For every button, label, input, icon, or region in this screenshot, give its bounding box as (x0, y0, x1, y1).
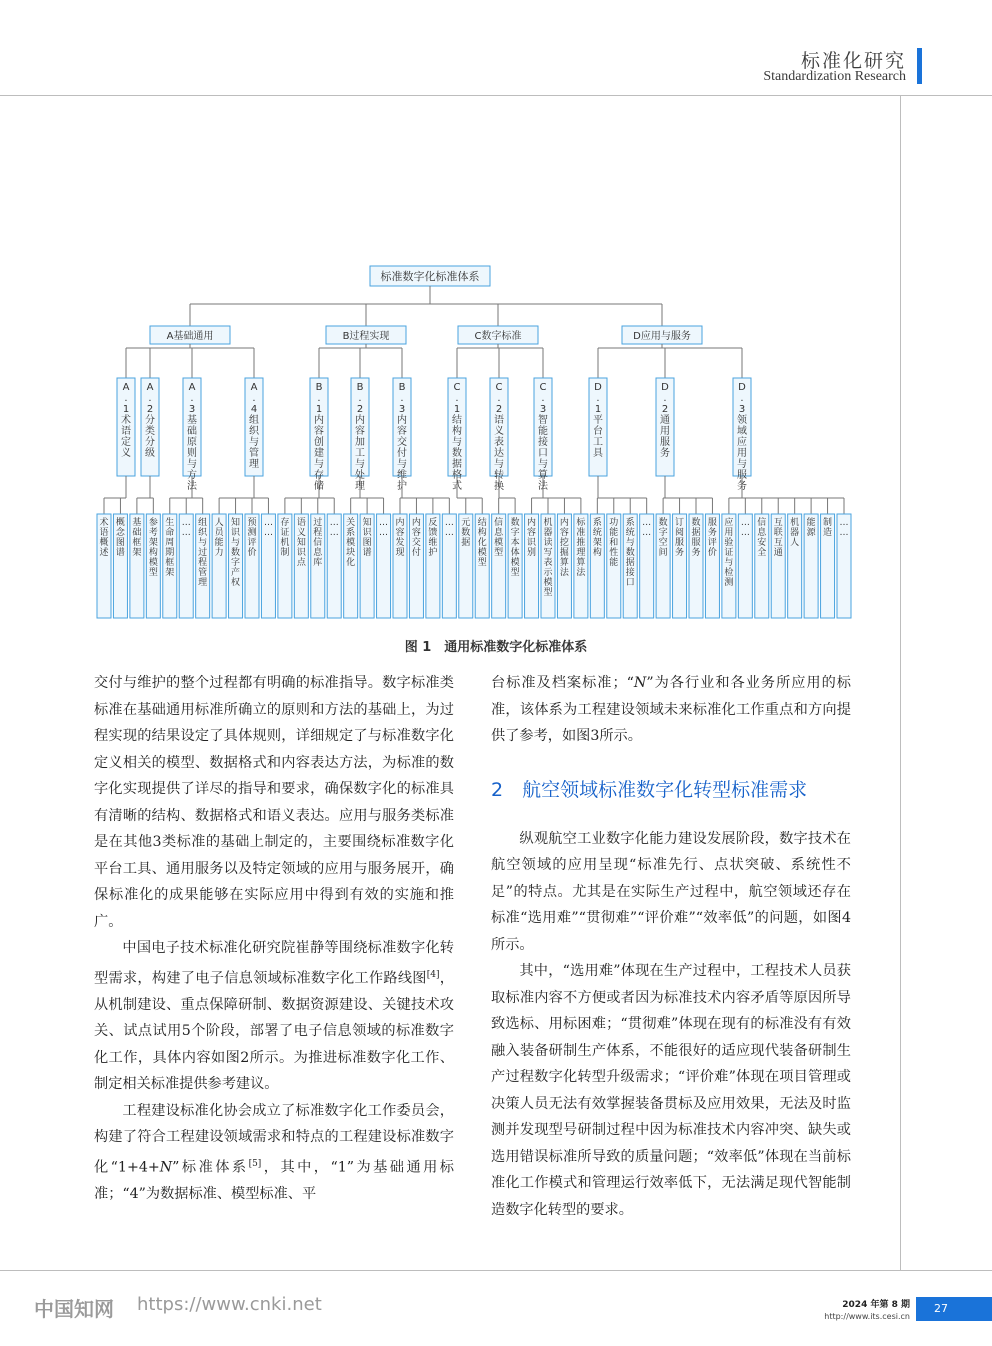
leaf-label: 机器读写表示模型 (543, 518, 553, 598)
left-column (94, 670, 454, 1207)
leaf-label: 存证机制 (280, 518, 290, 558)
sub-label: A . 3 基础原则与方法 (187, 382, 197, 492)
leaf-label: 标准推理算法 (576, 518, 586, 578)
header-rule (0, 95, 992, 96)
leaf-label: … … (379, 518, 389, 538)
sub-label: A . 4 组织与管理 (249, 382, 259, 470)
leaf-label: 生命周期框架 (165, 518, 175, 578)
leaf-label: 功能和性能 (609, 518, 619, 568)
sub-label: D . 3 领域应用与服务 (737, 382, 747, 492)
leaf-label: 语义知识点 (296, 518, 306, 568)
sub-label: D . 1 平台工具 (593, 382, 603, 459)
leaf-label: 组织与过程管理 (198, 518, 208, 588)
leaf-label: … … (444, 518, 454, 538)
section-title: 2 航空领域标准数字化转型标准需求 (491, 778, 808, 801)
sub-label: B . 2 内容加工与处理 (355, 382, 365, 492)
journal-title-en: Standardization Research (763, 69, 906, 84)
paragraph: 纵观航空工业数字化能力建设发展阶段，数字技术在航空领域的应用呈现“标准先行、点状突破、系统性不足”的特点。尤其是在实际生产过程中，航空领域还存在标准“选用难”“贯彻难”“评价难”“效率低”的问题，如图4所示。 (491, 830, 851, 953)
leaf-label: 预测评价 (247, 518, 257, 558)
leaf-label: 参考架构模型 (148, 518, 158, 578)
group-label: C数字标准 (474, 331, 522, 342)
sub-label: B . 3 内容交付与维护 (397, 382, 407, 492)
leaf-label: 内容发现 (395, 518, 405, 558)
sub-label: C . 3 智能接口与算法 (538, 382, 548, 492)
leaf-label: 关系模块化 (346, 518, 356, 568)
leaf-label: 数据服务 (691, 518, 701, 558)
leaf-label: … … (263, 518, 273, 538)
leaf-label: 能源 (806, 518, 816, 538)
citation: [4] (426, 969, 440, 980)
leaf-label: 订阅服务 (675, 518, 685, 558)
root-label: 标准数字化标准体系 (380, 270, 480, 283)
paragraph: 交付与维护的整个过程都有明确的标准指导。数字标准类标准在基础通用标准所确立的原则和方法的基础上，为过程实现的结果设定了具体规则，详细规定了与标准数字化定义相关的模型、数据格式和内容表达方法，为标准的数字化实现提供了详尽的指导和要求，确保数字化的标准具有清晰的结构、数据格式和语义表达。应用与服务类标准是在其他3类标准的基础上制定的，主要围绕标准数字化平台工具、通用服务以及特定领域的应用与服务展开，确保标准化的成果能够在实际应用中得到有效的实施和推广。 (94, 675, 454, 930)
leaf-label: 过程信息库 (313, 518, 323, 568)
sub-label: A . 1 术语定义 (121, 382, 131, 459)
group-label: B过程实现 (342, 331, 390, 342)
leaf-label: 信息模型 (494, 518, 504, 558)
leaf-label: 机器人 (790, 518, 800, 548)
group-label: A基础通用 (166, 331, 214, 342)
citation: [5] (248, 1158, 262, 1169)
paragraph: 其中，“选用难”体现在生产过程中，工程技术人员获取标准内容不方便或者因为标准技术内容矛盾等原因所导致选标、用标困难；“贯彻难”体现在现有的标准没有有效融入装备研制生产体系，不能很好的适应现代装备研制生产过程数字化转型升级需求；“评价难”体现在项目管理或决策人员无法有效掌握装备贯标及应用效果，无法及时监测并发现型号研制过程中因为标准技术内容冲突、缺失或选用错误标准所导致的质量问题；“效率低”体现在当前标准化工作模式和管理运行效率低下，无法满足现代智能制造数字化转型的要求。 (491, 963, 851, 1218)
group-label: D应用与服务 (633, 331, 691, 342)
sub-label: C . 2 语义表达与转换 (494, 382, 504, 492)
paragraph: 工程建设标准化协会成立了标准数字化工作委员会，构建了符合工程建设领域需求和特点的工程建设标准数字化“1+4+N”标准体系[5]，其中，“1”为基础通用标准；“4”为数据标准、模型标准、平 (94, 1102, 454, 1202)
right-column (491, 670, 851, 1223)
leaf-label: 术语概述 (99, 518, 109, 558)
journal-url: http://www.its.cesi.cn (824, 1312, 910, 1321)
watermark-url: https://www.cnki.net (137, 1294, 322, 1315)
leaf-label: 反馈维护 (428, 518, 438, 558)
leaf-label: 服务评价 (707, 518, 717, 558)
leaf-label: 应用验证与检测 (724, 518, 734, 588)
leaf-label: 知识图谱 (362, 518, 372, 558)
leaf-label: … … (329, 518, 339, 538)
sub-label: A . 2 分类分级 (145, 382, 155, 459)
leaf-label: 内容识别 (527, 518, 537, 558)
leaf-label: 概念图谱 (115, 518, 125, 558)
leaf-label: 元数据 (461, 518, 471, 548)
leaf-label: 人员能力 (214, 518, 224, 558)
figure-caption: 图 1 通用标准数字化标准体系 (404, 640, 588, 655)
sub-label: D . 2 通用服务 (660, 382, 670, 459)
leaf-label: … … (839, 518, 849, 538)
leaf-label: 内容交付 (411, 518, 421, 558)
leaf-label: … … (642, 518, 652, 538)
leaf-label: 系统与数据接口 (625, 518, 635, 588)
leaf-label: 系统架构 (592, 518, 602, 558)
leaf-label: 基础框架 (132, 518, 142, 558)
page-number: 27 (916, 1297, 992, 1321)
sub-label: B . 1 内容创建与存储 (314, 382, 324, 492)
leaf-label: 结构化模型 (477, 518, 487, 568)
paragraph: 台标准及档案标准；“N”为各行业和各业务所应用的标准，该体系为工程建设领域未来标准化工作重点和方向提供了参考，如图3所示。 (491, 675, 851, 744)
leaf-label: 互联互通 (773, 518, 783, 558)
leaf-label: 信息安全 (757, 518, 767, 558)
leaf-label: 制造 (823, 518, 833, 538)
leaf-label: 内容挖掘算法 (559, 518, 569, 578)
leaf-label: 数字本体模型 (510, 518, 520, 578)
leaf-label: … … (181, 518, 191, 538)
journal-title-zh: 标准化研究 (800, 50, 906, 72)
right-margin-rule (900, 95, 901, 1270)
issue-label: 2024 年第 8 期 (842, 1300, 910, 1310)
standard-system-diagram (94, 258, 854, 626)
leaf-label: … … (740, 518, 750, 538)
footer-rule (0, 1270, 992, 1271)
leaf-label: 知识与数字产权 (231, 518, 241, 588)
paragraph: 中国电子技术标准化研究院崔静等围绕标准数字化转型需求，构建了电子信息领域标准数字化工作路线图[4]，从机制建设、重点保障研制、数据资源建设、关键技术攻关、试点试用5个阶段，部署了电子信息领域的标准数字化工作，具体内容如图2所示。为推进标准数字化工作、制定相关标准提供参考建议。 (94, 940, 454, 1093)
watermark-logo-text: 中国知网 (34, 1297, 114, 1321)
header-accent-bar (917, 48, 922, 84)
sub-label: C . 1 结构与数据格式 (452, 382, 462, 492)
leaf-label: 数字空间 (658, 518, 668, 558)
